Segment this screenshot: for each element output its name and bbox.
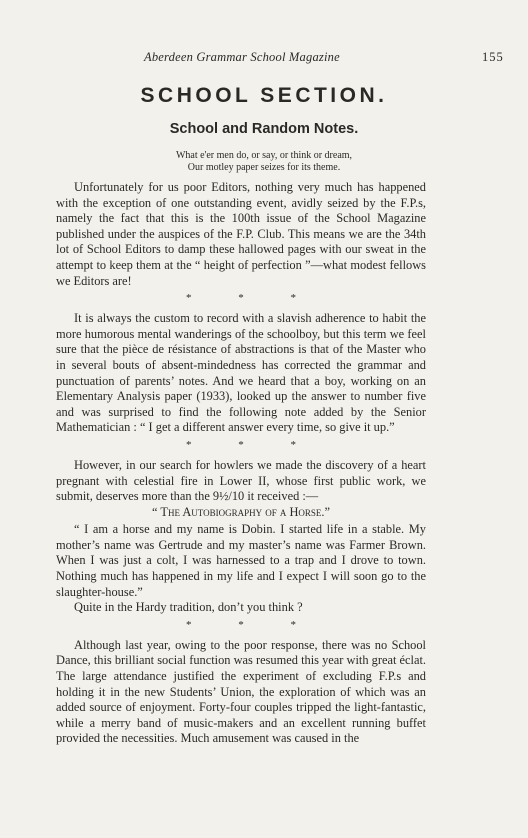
- quoted-paragraph: “ I am a horse and my name is Dobin. I started life in a stable. My mother’s name was Gertrude and my master’s name was Farmer Brown. When I was just a colt, I was harnessed to a trap and I drove to town. Nothing much has happened in my life and I expect I will soon go to the slaughter-house.”: [56, 522, 426, 599]
- running-title: Aberdeen Grammar School Magazine: [144, 50, 340, 64]
- quoted-title: “ The Autobiography of a Horse.”: [152, 504, 330, 519]
- separator: * * *: [186, 292, 318, 305]
- separator: * * *: [186, 438, 318, 451]
- paragraph: Although last year, owing to the poor response, there was no School Dance, this brilliant social function was resumed this year with great éclat. The large attendance justified the experiment of excluding F.P.s and holding it in the new Students’ Union, the exploration of which was an added source of enjoyment. Forty-four couples tripped the light-fantastic, while a merry band of music-makers and an excellent running buffet provided the necessities. Much amusement was caused in the: [56, 637, 426, 746]
- epigraph: [0, 150, 528, 174]
- section-title: SCHOOL SECTION.: [140, 84, 388, 107]
- epigraph-line: What e'er men do, or say, or think or dream,: [175, 150, 353, 161]
- paragraph: However, in our search for howlers we made the discovery of a heart pregnant with celestial fire in Lower II, whose first public work, we submit, deserves more than the 9½/10 it received :—: [56, 457, 426, 504]
- page-header: [0, 50, 528, 70]
- epigraph-line: Our motley paper seizes for its theme.: [187, 162, 341, 173]
- page-number: 155: [482, 50, 504, 64]
- paragraph: Unfortunately for us poor Editors, nothing very much has happened with the exception of one outstanding event, avidly seized by the F.P.s, namely the fact that this is the 100th issue of the School Magazine published under the auspices of the F.P. Club. This means we are the 34th lot of School Editors to damp these hallowed pages with our sweat in the attempt to keep them at the “ height of perfection ”—what modest fellows we Editors are!: [56, 180, 426, 288]
- paragraph: It is always the custom to record with a slavish adherence to habit the more humorous mental wanderings of the schoolboy, but this term we feel sure that the pièce de résistance of abstractions is that of the Master who in several bouts of absent-mindedness has corrected the grammar and punctuation of parents’ notes. And we heard that a boy, working on an Elementary Analysis paper (1933), looked up the answer to number five and was surprised to find the following note added by the Senior Mathematician : “ I get a different answer every time, so give it up.”: [56, 311, 426, 435]
- paragraph: Quite in the Hardy tradition, don’t you think ?: [74, 600, 303, 615]
- article-title: School and Random Notes.: [169, 121, 359, 137]
- separator: * * *: [186, 618, 318, 631]
- article-body: [56, 180, 426, 747]
